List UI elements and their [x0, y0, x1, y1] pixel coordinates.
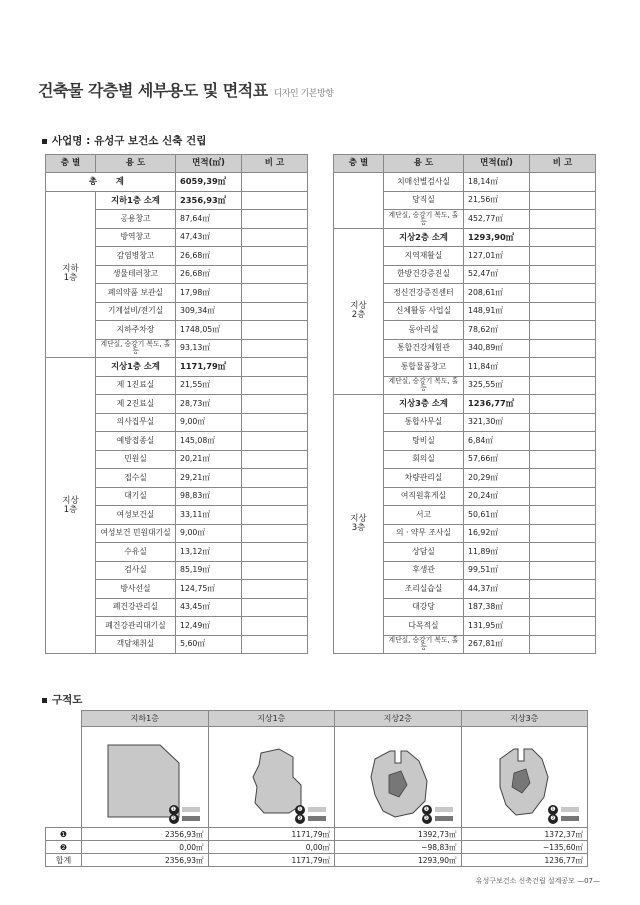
area-cell: 50,61㎡: [464, 506, 530, 525]
area-cell: 340,89㎡: [464, 339, 530, 358]
floor-label: 지상 3층: [334, 395, 384, 654]
use-cell: 통합건강체험관: [384, 339, 464, 358]
use-cell: 통합물품창고: [384, 358, 464, 377]
note-cell: [242, 617, 308, 636]
note-cell: [242, 173, 308, 192]
area-cell: 208,61㎡: [464, 284, 530, 303]
use-cell: 방역창고: [96, 228, 176, 247]
area-cell: 93,13㎡: [176, 339, 242, 358]
area-cell: 20,29㎡: [464, 469, 530, 488]
area-cell: 43,45㎡: [176, 598, 242, 617]
use-cell: 동아리실: [384, 321, 464, 340]
use-cell: 신체활동 사업실: [384, 302, 464, 321]
header-area: 면적(㎡): [464, 155, 530, 173]
diagram-col-f2: 지상2층: [335, 711, 462, 727]
header-note: 비 고: [242, 155, 308, 173]
note-cell: [242, 247, 308, 266]
floor-label: [334, 173, 384, 229]
use-cell: 기계설비/전기실: [96, 302, 176, 321]
use-cell: 조리실습실: [384, 580, 464, 599]
diagram-b1: [82, 727, 209, 828]
diagram-col-b1: 지하1층: [82, 711, 209, 727]
note-cell: [242, 302, 308, 321]
area-cell: 12,49㎡: [176, 617, 242, 636]
diagram-f1: [208, 727, 335, 828]
area-cell: 20,21㎡: [176, 450, 242, 469]
use-cell: 여성보건실: [96, 506, 176, 525]
area-cell: 6,84㎡: [464, 432, 530, 451]
note-cell: [530, 506, 596, 525]
note-cell: [530, 247, 596, 266]
header-note: 비 고: [530, 155, 596, 173]
area-cell: 5,60㎡: [176, 635, 242, 654]
use-cell: 민원실: [96, 450, 176, 469]
note-cell: [242, 339, 308, 358]
use-cell: 검사실: [96, 561, 176, 580]
use-cell: 당직실: [384, 191, 464, 210]
area-cell: 321,30㎡: [464, 413, 530, 432]
diagram-row-total: 합계 2356,93㎡ 1171,79㎡ 1293,90㎡ 1236,77㎡: [46, 854, 588, 867]
area-diagram-table: [45, 710, 588, 867]
use-cell: 지상3층 소계: [384, 395, 464, 414]
use-cell: 대강당: [384, 598, 464, 617]
floor-label: 지하 1층: [46, 191, 96, 358]
note-cell: [530, 561, 596, 580]
total-area: 6059,39㎡: [176, 173, 242, 192]
diagram-row-1: ❶ 2356,93㎡ 1171,79㎡ 1392,73㎡ 1372,37㎡: [46, 828, 588, 841]
note-cell: [242, 469, 308, 488]
use-cell: 한방건강증진실: [384, 265, 464, 284]
total-label: 총 계: [46, 173, 176, 192]
page-subtitle: 디자인 기본방향: [273, 89, 334, 99]
area-cell: 124,75㎡: [176, 580, 242, 599]
area-cell: 131,95㎡: [464, 617, 530, 636]
table-row: [46, 191, 308, 210]
note-cell: [242, 358, 308, 377]
use-cell: 회의실: [384, 450, 464, 469]
header-area: 면적(㎡): [176, 155, 242, 173]
note-cell: [242, 598, 308, 617]
use-cell: 지하1층 소계: [96, 191, 176, 210]
note-cell: [530, 450, 596, 469]
use-cell: 계단실, 승강기 복도, 홀 등: [384, 635, 464, 654]
total-row: [46, 173, 308, 192]
area-cell: 309,34㎡: [176, 302, 242, 321]
note-cell: [530, 284, 596, 303]
use-cell: 접수실: [96, 469, 176, 488]
use-cell: 계단실, 승강기 복도, 홀 등: [96, 339, 176, 358]
note-cell: [530, 432, 596, 451]
diagram-f3: [461, 727, 588, 828]
floor-label: 지상 1층: [46, 358, 96, 654]
page-title: 건축물 각층별 세부용도 및 면적표 디자인 기본방향: [38, 81, 334, 100]
area-cell: 9,00㎡: [176, 413, 242, 432]
area-cell: 78,62㎡: [464, 321, 530, 340]
use-cell: 폐의약품 보관실: [96, 284, 176, 303]
note-cell: [530, 228, 596, 247]
use-cell: 차량관리실: [384, 469, 464, 488]
area-cell: 2356,93㎡: [176, 191, 242, 210]
note-cell: [530, 302, 596, 321]
use-cell: 지역재활실: [384, 247, 464, 266]
area-cell: 127,01㎡: [464, 247, 530, 266]
area-cell: 44,37㎡: [464, 580, 530, 599]
area-cell: 145,08㎡: [176, 432, 242, 451]
area-cell: 33,11㎡: [176, 506, 242, 525]
use-cell: 상담실: [384, 543, 464, 562]
area-cell: 11,89㎡: [464, 543, 530, 562]
note-cell: [530, 580, 596, 599]
note-cell: [530, 524, 596, 543]
use-cell: 여성보건 민원대기실: [96, 524, 176, 543]
note-cell: [530, 376, 596, 395]
note-cell: [530, 469, 596, 488]
use-cell: 방사선실: [96, 580, 176, 599]
note-cell: [530, 598, 596, 617]
header-floor: 층 별: [334, 155, 384, 173]
use-cell: 계단실, 승강기 복도, 홀 등: [384, 376, 464, 395]
note-cell: [242, 524, 308, 543]
note-cell: [530, 358, 596, 377]
note-cell: [242, 487, 308, 506]
header-use: 용 도: [384, 155, 464, 173]
note-cell: [242, 376, 308, 395]
area-cell: 1293,90㎡: [464, 228, 530, 247]
use-cell: 제 2진료실: [96, 395, 176, 414]
note-cell: [530, 265, 596, 284]
use-cell: 객담채취실: [96, 635, 176, 654]
area-cell: 21,56㎡: [464, 191, 530, 210]
note-cell: [530, 173, 596, 192]
note-cell: [242, 413, 308, 432]
section-area-diagram: 구적도: [42, 692, 82, 707]
note-cell: [530, 543, 596, 562]
area-cell: 17,98㎡: [176, 284, 242, 303]
floor-label: 지상 2층: [334, 228, 384, 395]
legend: ❶ ❷: [422, 805, 453, 823]
area-cell: 26,68㎡: [176, 265, 242, 284]
table-row: [334, 228, 596, 247]
area-cell: 28,73㎡: [176, 395, 242, 414]
area-cell: 325,55㎡: [464, 376, 530, 395]
note-cell: [530, 413, 596, 432]
note-cell: [242, 228, 308, 247]
use-cell: 통합사무실: [384, 413, 464, 432]
note-cell: [242, 561, 308, 580]
use-cell: 의사집무실: [96, 413, 176, 432]
use-cell: 정신건강증진센터: [384, 284, 464, 303]
note-cell: [242, 284, 308, 303]
use-cell: 여직원휴게실: [384, 487, 464, 506]
area-cell: 1236,77㎡: [464, 395, 530, 414]
project-name: 사업명 : 유성구 보건소 신축 건립: [42, 133, 206, 148]
use-cell: 지상2층 소계: [384, 228, 464, 247]
diagram-col-f1: 지상1층: [208, 711, 335, 727]
area-cell: 87,64㎡: [176, 210, 242, 229]
area-cell: 57,66㎡: [464, 450, 530, 469]
table-row: [46, 358, 308, 377]
area-cell: 148,91㎡: [464, 302, 530, 321]
use-cell: 폐건강관리실: [96, 598, 176, 617]
area-cell: 1171,79㎡: [176, 358, 242, 377]
note-cell: [242, 395, 308, 414]
right-area-table: [333, 154, 596, 654]
use-cell: 수유실: [96, 543, 176, 562]
note-cell: [530, 395, 596, 414]
area-cell: 99,51㎡: [464, 561, 530, 580]
use-cell: 지하주차장: [96, 321, 176, 340]
diagram-row-2: ❷ 0,00㎡ 0,00㎡ −98,83㎡ −135,60㎡: [46, 841, 588, 854]
note-cell: [530, 635, 596, 654]
note-cell: [242, 543, 308, 562]
area-cell: 13,12㎡: [176, 543, 242, 562]
use-cell: 탕비실: [384, 432, 464, 451]
note-cell: [242, 321, 308, 340]
note-cell: [530, 191, 596, 210]
page-footer: 유성구보건소 신축건립 설계공모 —07—: [475, 877, 600, 885]
diagram-col-f3: 지상3층: [461, 711, 588, 727]
area-cell: 16,92㎡: [464, 524, 530, 543]
use-cell: 공용창고: [96, 210, 176, 229]
area-cell: 18,14㎡: [464, 173, 530, 192]
area-cell: 21,55㎡: [176, 376, 242, 395]
table-row: [334, 173, 596, 192]
legend: ❶ ❷: [169, 805, 200, 823]
note-cell: [530, 339, 596, 358]
area-cell: 29,21㎡: [176, 469, 242, 488]
use-cell: 감염병창고: [96, 247, 176, 266]
note-cell: [242, 191, 308, 210]
note-cell: [242, 432, 308, 451]
use-cell: 의 · 약무 조사실: [384, 524, 464, 543]
note-cell: [530, 321, 596, 340]
legend: ❶ ❷: [548, 805, 579, 823]
use-cell: 후생관: [384, 561, 464, 580]
use-cell: 서고: [384, 506, 464, 525]
area-cell: 85,19㎡: [176, 561, 242, 580]
note-cell: [530, 487, 596, 506]
note-cell: [242, 635, 308, 654]
area-cell: 267,81㎡: [464, 635, 530, 654]
note-cell: [242, 580, 308, 599]
area-cell: 98,83㎡: [176, 487, 242, 506]
left-area-table: [45, 154, 308, 654]
use-cell: 다목적실: [384, 617, 464, 636]
header-floor: 층 별: [46, 155, 96, 173]
use-cell: 폐건강관리대기실: [96, 617, 176, 636]
use-cell: 대기실: [96, 487, 176, 506]
area-cell: 20,24㎡: [464, 487, 530, 506]
use-cell: 생물테러창고: [96, 265, 176, 284]
use-cell: 지상1층 소계: [96, 358, 176, 377]
use-cell: 치매선별검사실: [384, 173, 464, 192]
area-cell: 9,00㎡: [176, 524, 242, 543]
area-cell: 11,84㎡: [464, 358, 530, 377]
table-row: [334, 395, 596, 414]
use-cell: 제 1진료실: [96, 376, 176, 395]
area-cell: 26,68㎡: [176, 247, 242, 266]
note-cell: [530, 617, 596, 636]
legend: ❶ ❷: [295, 805, 326, 823]
header-use: 용 도: [96, 155, 176, 173]
use-cell: 계단실, 승강기 복도, 홀 등: [384, 210, 464, 229]
use-cell: 예방접종실: [96, 432, 176, 451]
area-cell: 452,77㎡: [464, 210, 530, 229]
area-cell: 47,43㎡: [176, 228, 242, 247]
area-cell: 52,47㎡: [464, 265, 530, 284]
note-cell: [242, 450, 308, 469]
diagram-f2: [335, 727, 462, 828]
note-cell: [242, 265, 308, 284]
area-cell: 1748,05㎡: [176, 321, 242, 340]
area-cell: 187,38㎡: [464, 598, 530, 617]
note-cell: [242, 506, 308, 525]
note-cell: [242, 210, 308, 229]
note-cell: [530, 210, 596, 229]
